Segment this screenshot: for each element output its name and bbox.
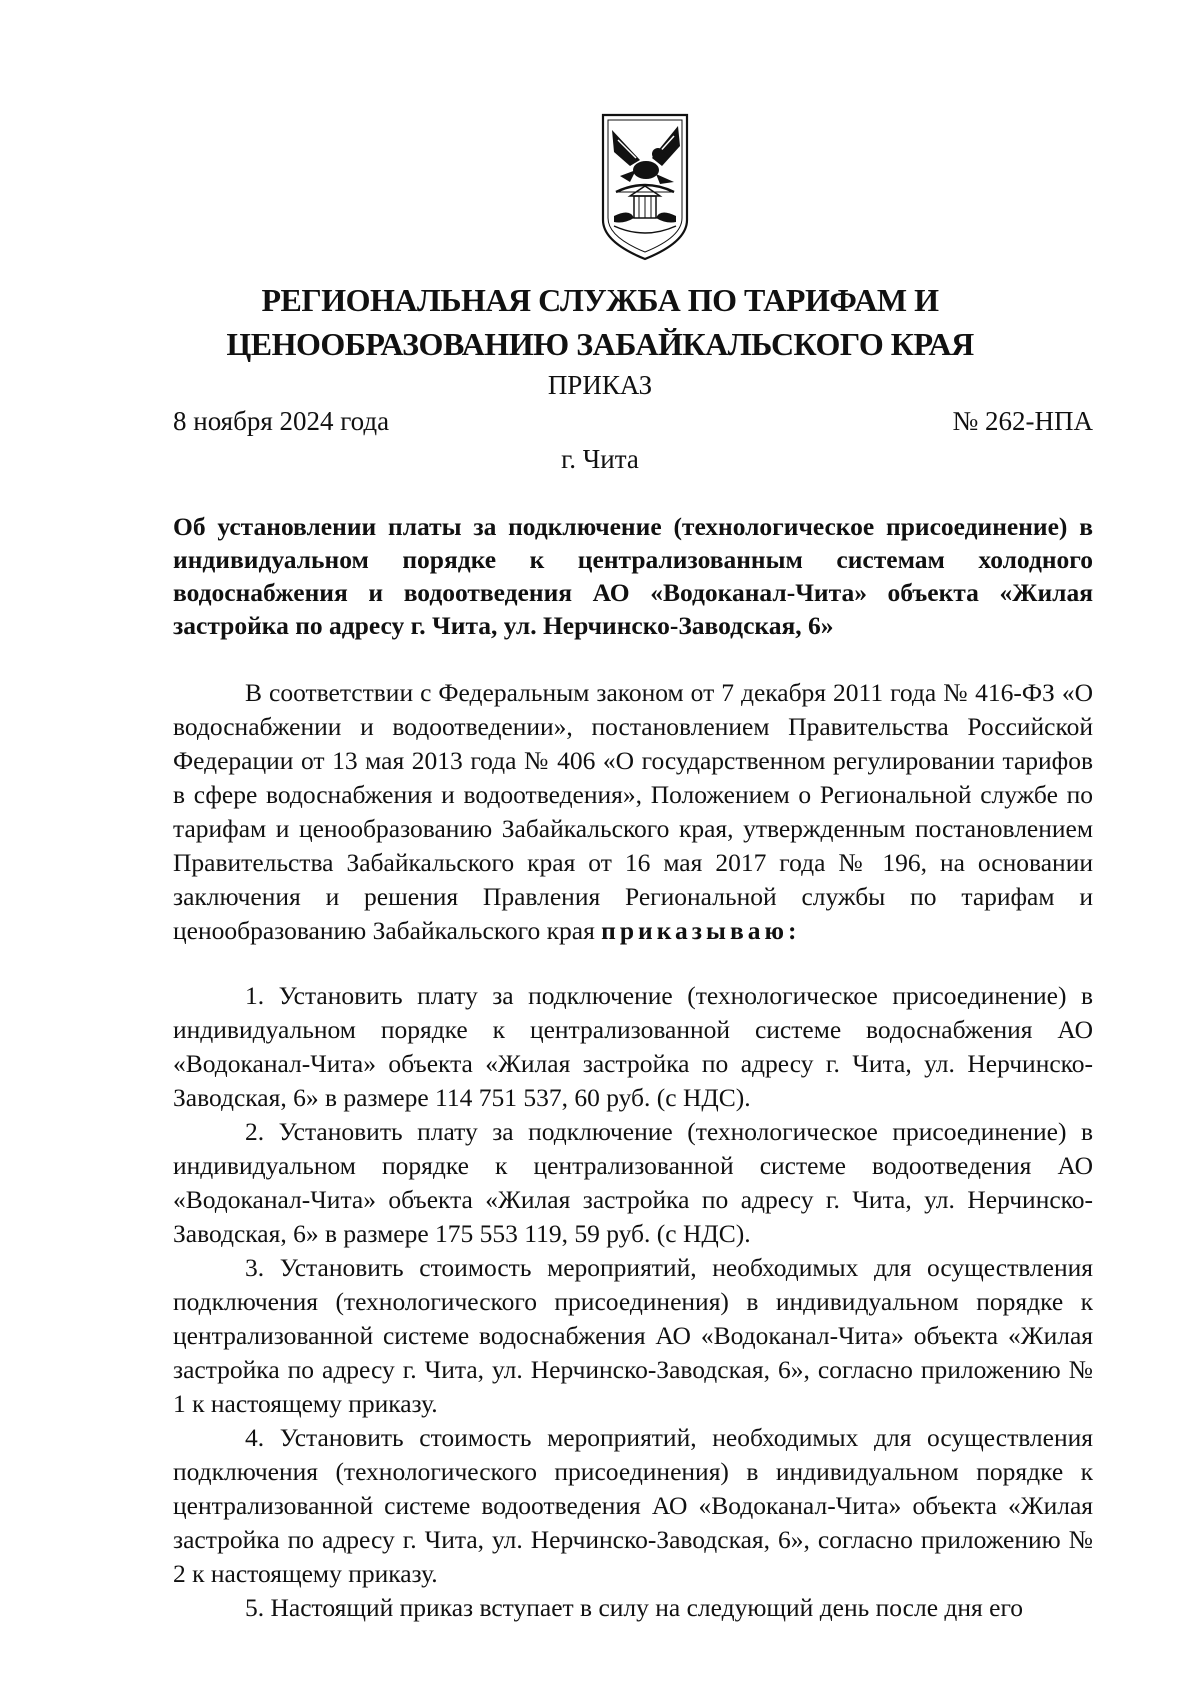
preamble-text: В соответствии с Федеральным законом от 7 декабря 2011 года № 416-ФЗ «О водоснабжении и водоотведении», постановлением Правительства Российской Федерации от 13 мая 2013 года № 406 «О государственном регулировании тарифов в сфере водоснабжения и водоотведения», Положением о Региональной службе по тарифам и ценообразованию Забайкальского края, утвержденным постановлением Правительства Забайкальского края от 16 мая 2017 года № 196, на основании заключения и решения Правления Региональной службы по тарифам и ценообразованию Забайкальского края [173, 678, 1093, 945]
zabaikalsky-coat-of-arms-icon [600, 112, 690, 262]
organization-title-line-1: РЕГИОНАЛЬНАЯ СЛУЖБА ПО ТАРИФАМ И [261, 282, 939, 318]
order-command: приказываю: [601, 916, 801, 945]
document-type: ПРИКАЗ [547, 370, 653, 400]
order-item-1: 1. Установить плату за подключение (технологическое присоединение) в индивидуальном порядке к централизованной системе водоснабжения АО «Водоканал-Чита» объекта «Жилая застройка по адресу г. Чита, ул. Нерчинско-Заводская, 6» в размере 114 751 537, 60 руб. (с НДС). [173, 981, 1093, 1112]
document-number: № 262-НПА [952, 406, 1093, 436]
order-item-4: 4. Установить стоимость мероприятий, необходимых для осуществления подключения (технологического присоединения) в индивидуальном порядке к централизованной системе водоотведения АО «Водоканал-Чита» объекта «Жилая застройка по адресу г. Чита, ул. Нерчинско-Заводская, 6», согласно приложению № 2 к настоящему приказу. [173, 1423, 1093, 1588]
organization-title-line-2: ЦЕНООБРАЗОВАНИЮ ЗАБАЙКАЛЬСКОГО КРАЯ [226, 326, 974, 362]
order-item-2: 2. Установить плату за подключение (технологическое присоединение) в индивидуальном порядке к централизованной системе водоотведения АО «Водоканал-Чита» объекта «Жилая застройка по адресу г. Чита, ул. Нерчинско-Заводская, 6» в размере 175 553 119, 59 руб. (с НДС). [173, 1117, 1093, 1248]
document-subject: Об установлении платы за подключение (технологическое присоединение) в индивидуальном порядке к централизованным системам холодного водоснабжения и водоотведения АО «Водоканал-Чита» объекта «Жилая застройка по адресу г. Чита, ул. Нерчинско-Заводская, 6» [173, 512, 1093, 640]
order-item-5: 5. Настоящий приказ вступает в силу на следующий день после дня его [245, 1593, 1024, 1622]
order-item-3: 3. Установить стоимость мероприятий, необходимых для осуществления подключения (технологического присоединения) в индивидуальном порядке к централизованной системе водоснабжения АО «Водоканал-Чита» объекта «Жилая застройка по адресу г. Чита, ул. Нерчинско-Заводская, 6», согласно приложению № 1 к настоящему приказу. [173, 1253, 1093, 1418]
preamble-paragraph [173, 676, 1093, 948]
document-body [173, 676, 1093, 1625]
document-date: 8 ноября 2024 года [173, 406, 390, 436]
document-city: г. Чита [561, 444, 639, 474]
organization-title [160, 278, 1040, 366]
